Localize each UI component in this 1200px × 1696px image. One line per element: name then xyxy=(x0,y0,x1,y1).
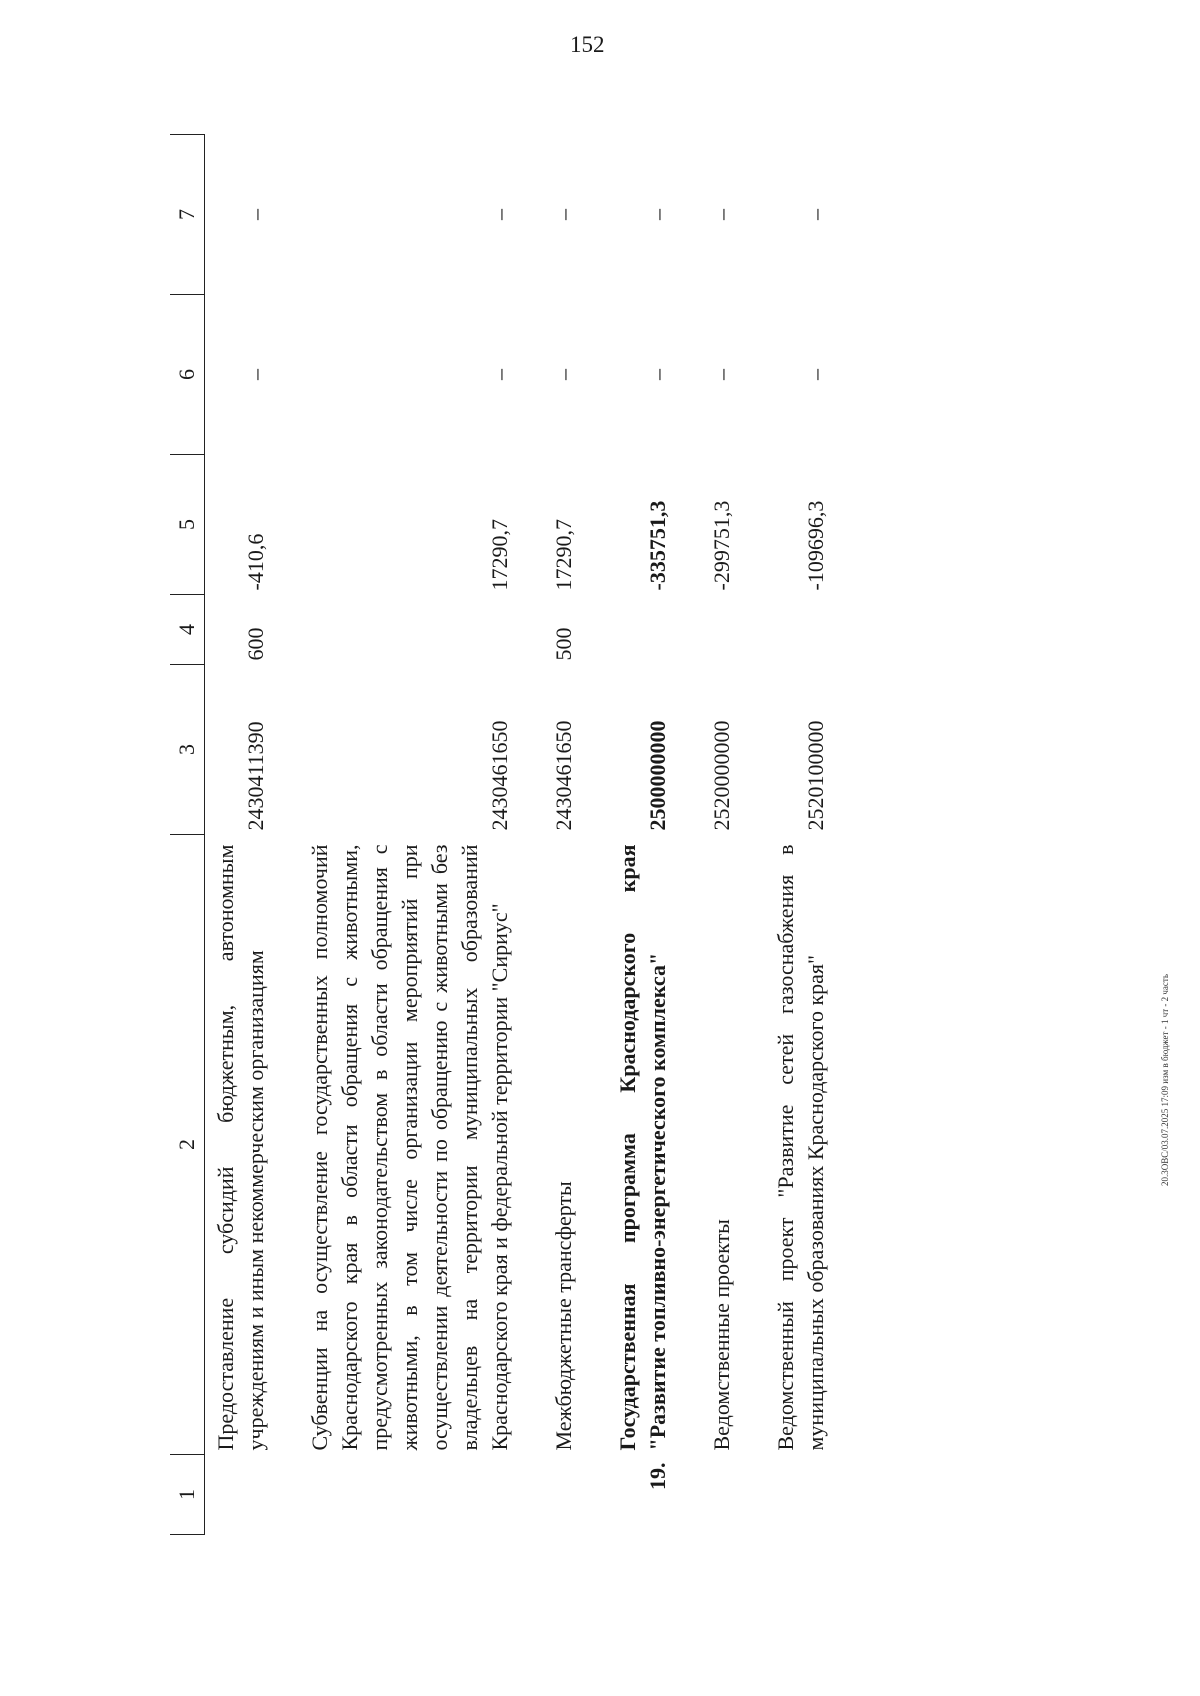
row-expense-type xyxy=(579,595,673,665)
budget-table-rotated xyxy=(170,135,990,1535)
row-sum: -335751,3 xyxy=(645,500,670,591)
row-expense-type xyxy=(673,595,737,665)
row-col7: – xyxy=(645,209,670,220)
row-code: 2430461650 xyxy=(551,720,576,831)
table-row xyxy=(673,135,737,1535)
row-col7: – xyxy=(709,209,734,220)
footer-code: 20.3ОВС/03.07.2025 17:09 изм в бюджет - 1 чт - 2 часть xyxy=(1160,974,1170,1186)
row-number xyxy=(737,1455,831,1535)
row-col7: – xyxy=(551,209,576,220)
row-name: Предоставление субсидий бюджетным, автономным учреждениям и иным некоммерческим организациям xyxy=(213,844,268,1451)
row-number xyxy=(205,1455,272,1535)
page-number: 152 xyxy=(570,32,605,57)
row-col6: – xyxy=(709,369,734,380)
row-col7: – xyxy=(487,209,512,220)
row-code: 2500000000 xyxy=(645,720,670,831)
table-body xyxy=(205,135,832,1535)
row-name: Субвенции на осуществление государственных полномочий Краснодарского края в области обращения с животными, предусмотренных законодательством в области обращения с животными, в том числе организации мероприятий при осуществлении деятельности по обращению с животными без владельцев на территории муниципальных образований Краснодарского края и федеральной территории "Сириус" xyxy=(307,844,512,1451)
row-name: Ведомственный проект "Развитие сетей газоснабжения в муниципальных образованиях Краснодарского края" xyxy=(773,844,828,1451)
row-sum: 17290,7 xyxy=(487,519,512,591)
row-col6: – xyxy=(243,369,268,380)
row-code: 2520100000 xyxy=(803,720,828,831)
row-expense-type: 600 xyxy=(243,627,268,661)
row-number xyxy=(673,1455,737,1535)
header-col-2: 2 xyxy=(170,835,205,1455)
row-code: 2520000000 xyxy=(709,720,734,831)
budget-table xyxy=(170,134,831,1535)
table-header xyxy=(170,135,205,1535)
table-row xyxy=(271,135,515,1535)
table-row xyxy=(737,135,831,1535)
header-col-3: 3 xyxy=(170,665,205,835)
row-name: Ведомственные проекты xyxy=(709,1219,734,1451)
header-col-1: 1 xyxy=(170,1455,205,1535)
row-col6: – xyxy=(645,369,670,380)
table-row xyxy=(579,135,673,1535)
row-expense-type xyxy=(737,595,831,665)
row-expense-type: 500 xyxy=(551,627,576,661)
row-col7: – xyxy=(803,209,828,220)
row-code: 2430461650 xyxy=(487,720,512,831)
row-sum: -299751,3 xyxy=(709,500,734,591)
row-col6: – xyxy=(487,369,512,380)
header-col-4: 4 xyxy=(170,595,205,665)
row-sum: -410,6 xyxy=(243,533,268,591)
row-number: 19. xyxy=(645,1462,670,1490)
row-expense-type xyxy=(271,595,515,665)
row-code: 2430411390 xyxy=(243,721,268,831)
header-col-6: 6 xyxy=(170,295,205,455)
table-row xyxy=(515,135,579,1535)
row-sum: 17290,7 xyxy=(551,519,576,591)
row-col7: – xyxy=(243,209,268,220)
row-name: Государственная программа Краснодарского края "Развитие топливно-энергетического комплекса" xyxy=(615,844,670,1451)
table-row xyxy=(205,135,272,1535)
row-col6: – xyxy=(803,369,828,380)
header-col-7: 7 xyxy=(170,135,205,295)
row-number xyxy=(515,1455,579,1535)
row-col6: – xyxy=(551,369,576,380)
header-col-5: 5 xyxy=(170,455,205,595)
row-name: Межбюджетные трансферты xyxy=(551,1181,576,1451)
row-number xyxy=(271,1455,515,1535)
row-sum: -109696,3 xyxy=(803,500,828,591)
